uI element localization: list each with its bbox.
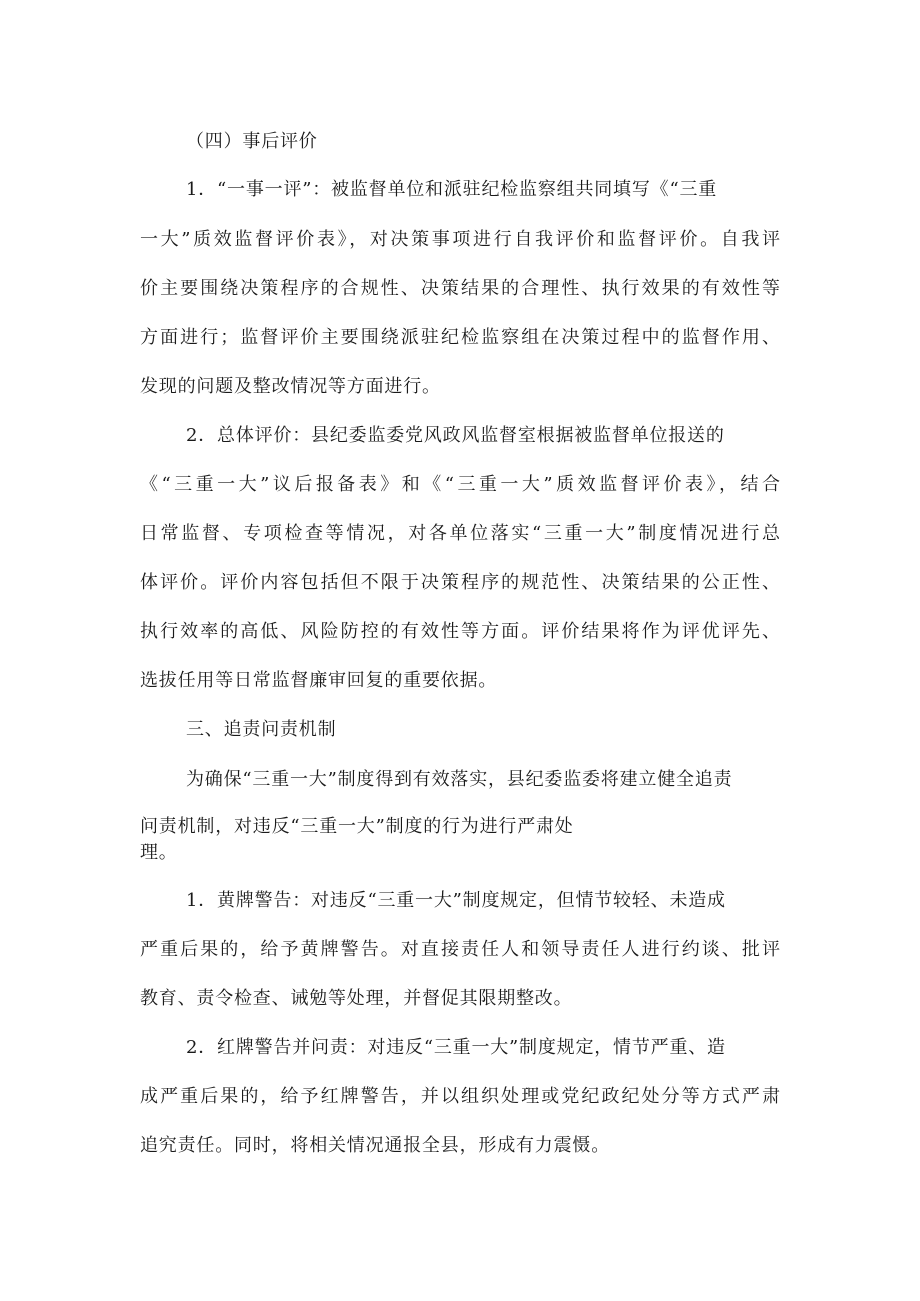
paragraph-line: 成严重后果的，给予红牌警告，并以组织处理或党纪政纪处分等方式严肃: [140, 1086, 780, 1107]
paragraph-line: 一大”质效监督评价表》，对决策事项进行自我评价和监督评价。自我评: [140, 229, 780, 250]
paragraph-line: 教育、责令检查、诫勉等处理，并督促其限期整改。: [140, 988, 573, 1009]
paragraph-line: 发现的问题及整改情况等方面进行。: [140, 376, 441, 397]
paragraph-line: 《“三重一大”议后报备表》和《“三重一大”质效监督评价表》，结合: [140, 474, 780, 495]
paragraph-line: 方面进行；监督评价主要围绕派驻纪检监察组在决策过程中的监督作用、: [140, 327, 780, 348]
paragraph-line: 为确保“三重一大”制度得到有效落实，县纪委监委将建立健全追责: [186, 769, 733, 790]
paragraph-line: 理。: [140, 842, 178, 863]
paragraph-line: 问责机制，对违反“三重一大”制度的行为进行严肃处: [140, 816, 574, 837]
paragraph-line: 价主要围绕决策程序的合规性、决策结果的合理性、执行效果的有效性等: [140, 278, 780, 299]
section-heading-post-evaluation: （四）事后评价: [186, 131, 318, 152]
section-heading-accountability: 三、追责问责机制: [186, 719, 337, 740]
paragraph-line: 体评价。评价内容包括但不限于决策程序的规范性、决策结果的公正性、: [140, 572, 780, 593]
paragraph-line: 追究责任。同时，将相关情况通报全县，形成有力震慑。: [140, 1135, 610, 1156]
paragraph-line: 选拔任用等日常监督廉审回复的重要依据。: [140, 670, 498, 691]
paragraph-line: 2．总体评价：县纪委监委党风政风监督室根据被监督单位报送的: [186, 425, 725, 446]
paragraph-line: 1．“一事一评”：被监督单位和派驻纪检监察组共同填写《“三重: [186, 179, 718, 200]
paragraph-line: 2．红牌警告并问责：对违反“三重一大”制度规定，情节严重、造: [186, 1037, 726, 1058]
paragraph-line: 严重后果的，给予黄牌警告。对直接责任人和领导责任人进行约谈、批评: [140, 939, 780, 960]
paragraph-line: 1．黄牌警告：对违反“三重一大”制度规定，但情节较轻、未造成: [186, 890, 726, 911]
paragraph-line: 日常监督、专项检查等情况，对各单位落实“三重一大”制度情况进行总: [140, 523, 780, 544]
paragraph-line: 执行效率的高低、风险防控的有效性等方面。评价结果将作为评优评先、: [140, 621, 780, 642]
